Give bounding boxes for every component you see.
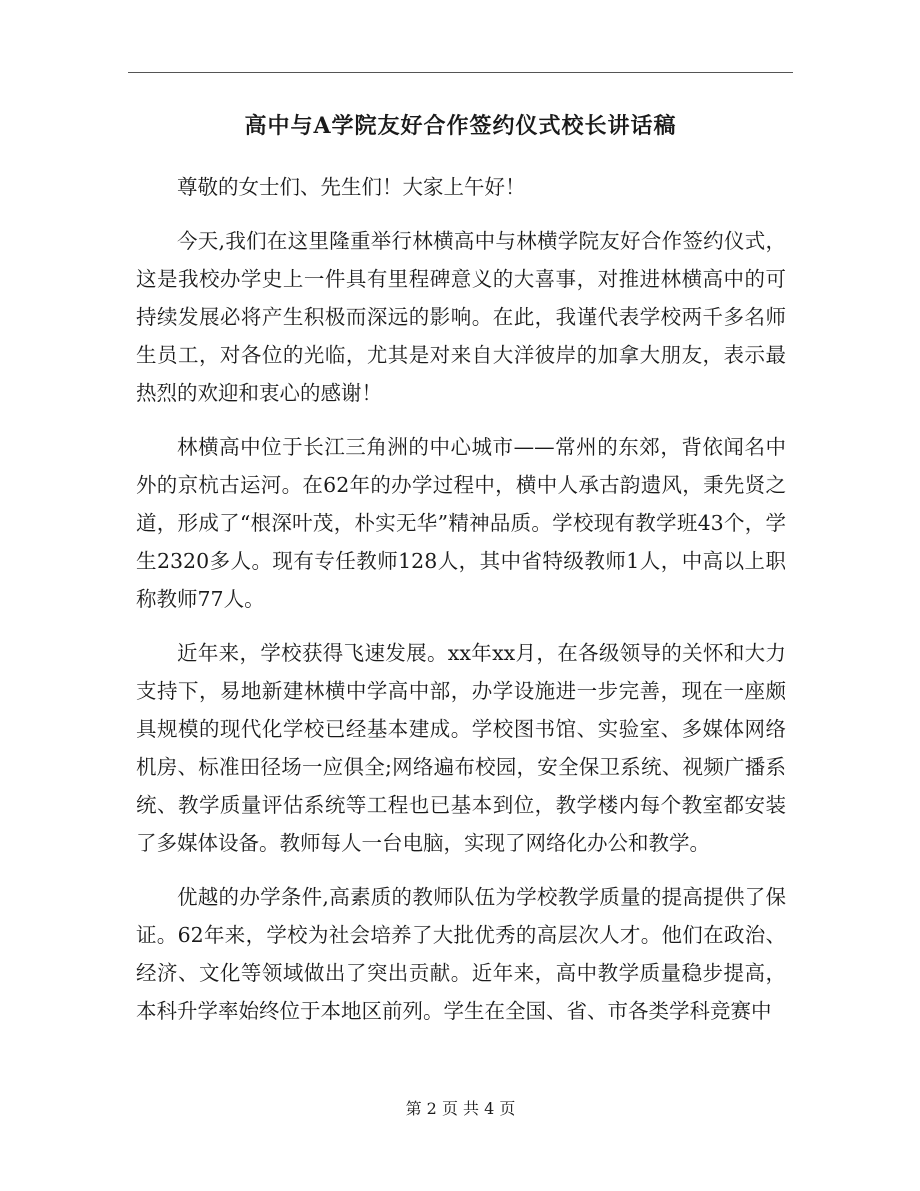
page-number: 第 2 页 共 4 页 (405, 1099, 516, 1118)
paragraph-development: 近年来，学校获得飞速发展。xx年xx月，在各级领导的关怀和大力支持下，易地新建林横中学高中部，办学设施进一步完善，现在一座颇具规模的现代化学校已经基本建成。学校图书馆、实验室、多媒体网络机房、标准田径场一应俱全;网络遍布校园，安全保卫系统、视频广播系统、教学质量评估系统等工程也已基本到位，教学楼内每个教室都安装了多媒体设备。教师每人一台电脑，实现了网络化办公和教学。 (136, 641, 786, 855)
paragraph-achievements: 优越的办学条件,高素质的教师队伍为学校教学质量的提高提供了保证。62年来，学校为社会培养了大批优秀的高层次人才。他们在政治、经济、文化等领域做出了突出贡献。近年来，高中教学质量稳步提高，本科升学率始终位于本地区前列。学生在全国、省、市各类学科竞赛中 (136, 885, 786, 1023)
paragraph-greeting: 尊敬的女士们、先生们！大家上午好！ (177, 175, 526, 199)
document-title: 高中与A学院友好合作签约仪式校长讲话稿 (244, 113, 677, 139)
document-body (136, 168, 786, 1030)
header-rule (128, 72, 793, 73)
paragraph-school-intro: 林横高中位于长江三角洲的中心城市——常州的东郊，背依闻名中外的京杭古运河。在62年的办学过程中，横中人承古韵遗风，秉先贤之道，形成了“根深叶茂，朴实无华”精神品质。学校现有教学班43个，学生2320多人。现有专任教师128人，其中省特级教师1人，中高以上职称教师77人。 (136, 435, 786, 611)
paragraph-opening: 今天,我们在这里隆重举行林横高中与林横学院友好合作签约仪式，这是我校办学史上一件具有里程碑意义的大喜事，对推进林横高中的可持续发展必将产生积极而深远的影响。在此，我谨代表学校两千多名师生员工，对各位的光临，尤其是对来自大洋彼岸的加拿大朋友，表示最热烈的欢迎和衷心的感谢！ (136, 229, 786, 405)
